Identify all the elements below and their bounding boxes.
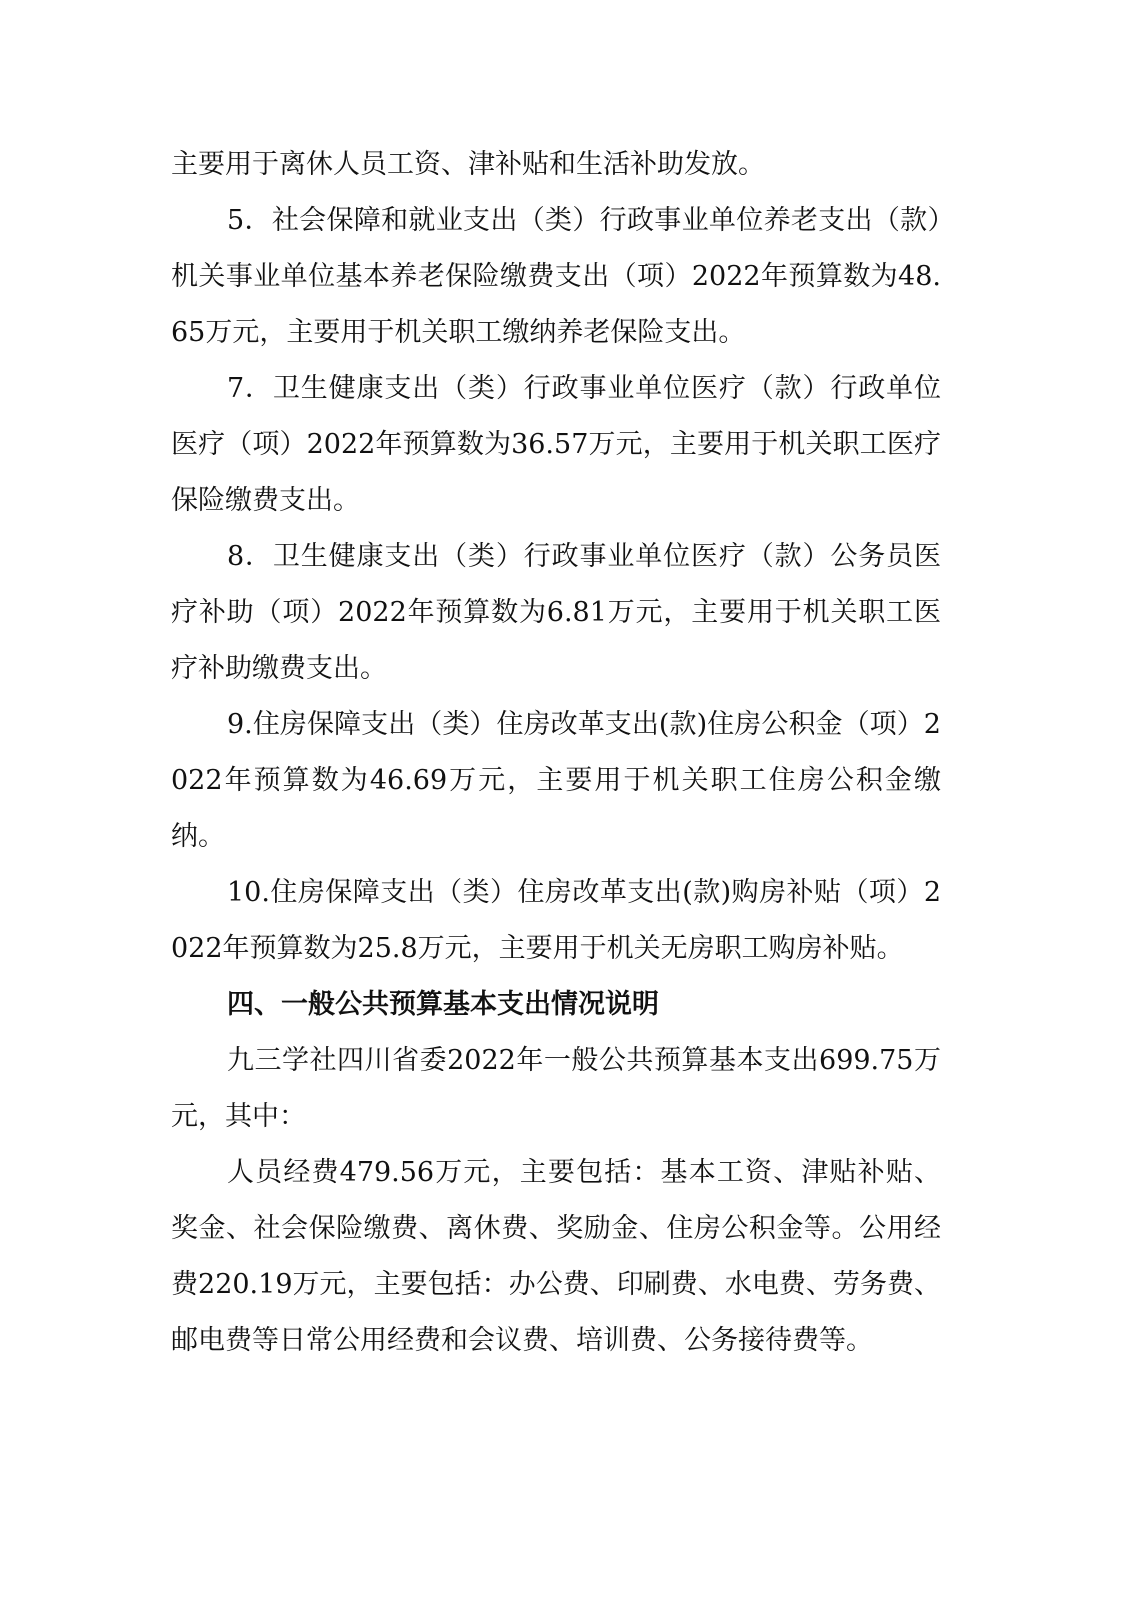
document-body (171, 137, 941, 1369)
paragraph-item-5-pension: 5．社会保障和就业支出（类）行政事业单位养老支出（款）机关事业单位基本养老保险缴费支出（项）2022年预算数为48.65万元，主要用于机关职工缴纳养老保险支出。 (171, 205, 941, 348)
paragraph-basic-expenditure-total: 九三学社四川省委2022年一般公共预算基本支出699.75万元，其中： (171, 1045, 941, 1132)
section-heading: 四、一般公共预算基本支出情况说明 (227, 989, 659, 1020)
paragraph-item-8-medical-subsidy: 8．卫生健康支出（类）行政事业单位医疗（款）公务员医疗补助（项）2022年预算数为6.81万元，主要用于机关职工医疗补助缴费支出。 (171, 541, 941, 684)
paragraph-item-10-housing-subsidy: 10.住房保障支出（类）住房改革支出(款)购房补贴（项）2022年预算数为25.8万元，主要用于机关无房职工购房补贴。 (171, 877, 941, 964)
paragraph-item-9-housing-fund: 9.住房保障支出（类）住房改革支出(款)住房公积金（项）2022年预算数为46.69万元，主要用于机关职工住房公积金缴纳。 (171, 709, 941, 852)
paragraph-continuation: 主要用于离休人员工资、津补贴和生活补助发放。 (171, 149, 765, 180)
paragraph-item-7-medical: 7．卫生健康支出（类）行政事业单位医疗（款）行政单位医疗（项）2022年预算数为36.57万元，主要用于机关职工医疗保险缴费支出。 (171, 373, 941, 516)
paragraph-personnel-public-funds: 人员经费479.56万元，主要包括：基本工资、津贴补贴、奖金、社会保险缴费、离休费、奖励金、住房公积金等。公用经费220.19万元，主要包括：办公费、印刷费、水电费、劳务费、邮电费等日常公用经费和会议费、培训费、公务接待费等。 (171, 1157, 941, 1356)
